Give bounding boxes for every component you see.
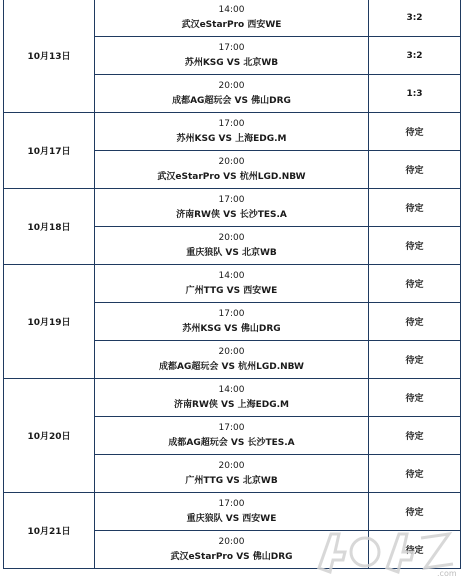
match-result-cell: 待定 bbox=[369, 455, 461, 493]
match-teams: 苏州KSG VS 北京WB bbox=[184, 57, 279, 68]
match-teams: 济南RW侠 VS 上海EDG.M bbox=[174, 399, 289, 410]
match-teams: 广州TTG VS 北京WB bbox=[185, 475, 278, 486]
match-teams: 武汉eStarPro VS 佛山DRG bbox=[170, 551, 293, 562]
match-teams: 苏州KSG VS 佛山DRG bbox=[182, 323, 281, 334]
match-teams: 苏州KSG VS 上海EDG.M bbox=[176, 133, 287, 144]
match-time: 20:00 bbox=[218, 536, 245, 547]
match-time: 17:00 bbox=[218, 42, 245, 53]
match-date-cell: 10月19日 bbox=[4, 265, 95, 379]
match-teams: 武汉eStarPro VS 杭州LGD.NBW bbox=[157, 171, 306, 182]
table-row bbox=[4, 113, 461, 151]
match-result-cell: 待定 bbox=[369, 151, 461, 189]
schedule-body bbox=[4, 0, 461, 569]
match-result-cell: 待定 bbox=[369, 531, 461, 569]
watermark-domain: .com bbox=[437, 569, 457, 578]
site-watermark-logo bbox=[313, 524, 461, 578]
match-date-cell: 10月21日 bbox=[4, 493, 95, 569]
match-result-cell: 待定 bbox=[369, 303, 461, 341]
match-time: 20:00 bbox=[218, 460, 245, 471]
match-time: 20:00 bbox=[218, 232, 245, 243]
match-teams: 重庆狼队 VS 西安WE bbox=[186, 513, 277, 524]
match-teams: 武汉eStarPro 西安WE bbox=[181, 19, 282, 30]
match-cell bbox=[95, 151, 369, 189]
match-time: 20:00 bbox=[218, 156, 245, 167]
match-time: 20:00 bbox=[218, 346, 245, 357]
match-date-cell: 10月13日 bbox=[4, 0, 95, 113]
match-time: 14:00 bbox=[218, 384, 245, 395]
match-cell bbox=[95, 265, 369, 303]
schedule-table bbox=[3, 0, 461, 569]
match-date-cell: 10月17日 bbox=[4, 113, 95, 189]
match-time: 14:00 bbox=[218, 4, 245, 15]
match-teams: 重庆狼队 VS 北京WB bbox=[186, 247, 277, 258]
match-time: 17:00 bbox=[218, 422, 245, 433]
match-cell bbox=[95, 189, 369, 227]
match-teams: 成都AG超玩会 VS 长沙TES.A bbox=[168, 437, 295, 448]
match-time: 17:00 bbox=[218, 498, 245, 509]
match-cell bbox=[95, 341, 369, 379]
match-time: 17:00 bbox=[218, 118, 245, 129]
match-cell bbox=[95, 303, 369, 341]
match-cell bbox=[95, 379, 369, 417]
table-row bbox=[4, 265, 461, 303]
table-row bbox=[4, 189, 461, 227]
table-row bbox=[4, 0, 461, 37]
match-time: 14:00 bbox=[218, 270, 245, 281]
match-cell bbox=[95, 113, 369, 151]
match-result-cell: 待定 bbox=[369, 341, 461, 379]
match-result-cell: 待定 bbox=[369, 417, 461, 455]
match-teams: 广州TTG VS 西安WE bbox=[185, 285, 278, 296]
match-result-cell: 待定 bbox=[369, 189, 461, 227]
match-teams: 济南RW侠 VS 长沙TES.A bbox=[176, 209, 287, 220]
match-cell bbox=[95, 417, 369, 455]
match-date-cell: 10月18日 bbox=[4, 189, 95, 265]
match-teams: 成都AG超玩会 VS 杭州LGD.NBW bbox=[159, 361, 304, 372]
match-cell bbox=[95, 455, 369, 493]
match-cell bbox=[95, 227, 369, 265]
table-row bbox=[4, 379, 461, 417]
match-time: 17:00 bbox=[218, 308, 245, 319]
match-cell bbox=[95, 0, 369, 37]
match-teams: 成都AG超玩会 VS 佛山DRG bbox=[172, 95, 291, 106]
match-result-cell: 3:2 bbox=[369, 37, 461, 75]
match-result-cell: 待定 bbox=[369, 379, 461, 417]
match-time: 17:00 bbox=[218, 194, 245, 205]
match-date-cell: 10月20日 bbox=[4, 379, 95, 493]
match-result-cell: 待定 bbox=[369, 493, 461, 531]
match-time: 20:00 bbox=[218, 80, 245, 91]
match-result-cell: 待定 bbox=[369, 265, 461, 303]
match-result-cell: 1:3 bbox=[369, 75, 461, 113]
match-cell bbox=[95, 37, 369, 75]
match-result-cell: 3:2 bbox=[369, 0, 461, 37]
match-result-cell: 待定 bbox=[369, 113, 461, 151]
match-cell bbox=[95, 75, 369, 113]
match-result-cell: 待定 bbox=[369, 227, 461, 265]
